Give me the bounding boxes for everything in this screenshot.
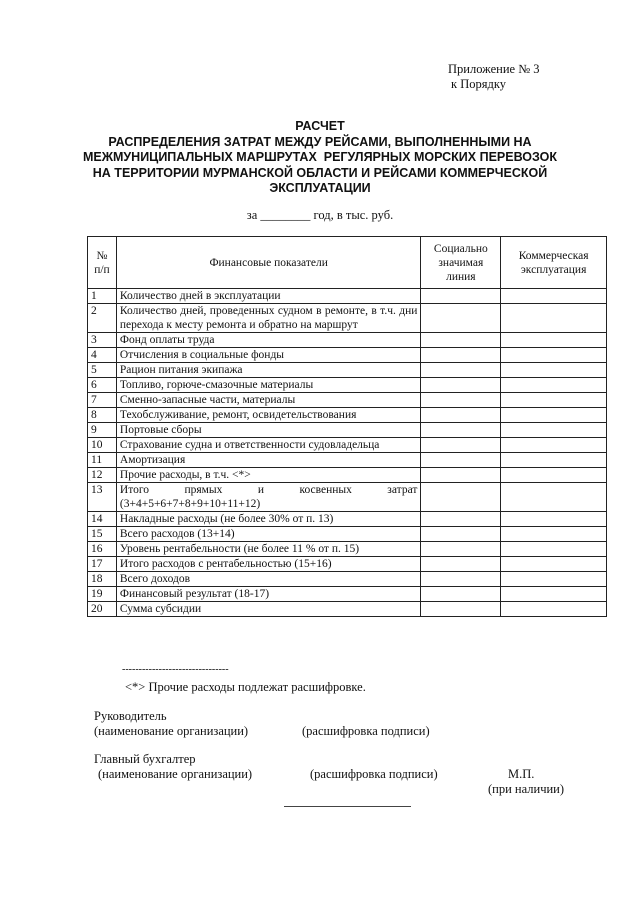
header-num: № п/п (88, 237, 117, 289)
row-commercial-value[interactable] (501, 408, 607, 423)
row-number: 10 (88, 438, 117, 453)
row-social-value[interactable] (421, 483, 501, 512)
row-social-value[interactable] (421, 587, 501, 602)
row-number: 4 (88, 348, 117, 363)
table-row (88, 453, 607, 468)
table-row (88, 483, 607, 512)
table-header-row (88, 237, 607, 289)
row-number: 15 (88, 527, 117, 542)
table-row (88, 333, 607, 348)
row-indicator: Финансовый результат (18-17) (116, 587, 421, 602)
row-number: 8 (88, 408, 117, 423)
title-line-2: РАСПРЕДЕЛЕНИЯ ЗАТРАТ МЕЖДУ РЕЙСАМИ, ВЫПОЛНЕННЫМИ НА (108, 134, 532, 149)
accountant-title: Главный бухгалтер (94, 752, 196, 766)
row-social-value[interactable] (421, 408, 501, 423)
footnote-separator: -------------------------------- (122, 664, 229, 675)
appendix-reference (448, 62, 540, 92)
row-commercial-value[interactable] (501, 587, 607, 602)
row-number: 6 (88, 378, 117, 393)
row-commercial-value[interactable] (501, 333, 607, 348)
table-row (88, 393, 607, 408)
row-number: 7 (88, 393, 117, 408)
row-indicator: Амортизация (116, 453, 421, 468)
row-commercial-value[interactable] (501, 363, 607, 378)
row-social-value[interactable] (421, 542, 501, 557)
table-row (88, 363, 607, 378)
table-row (88, 423, 607, 438)
table-row (88, 527, 607, 542)
row-commercial-value[interactable] (501, 289, 607, 304)
table-row (88, 408, 607, 423)
row-commercial-value[interactable] (501, 348, 607, 363)
row-social-value[interactable] (421, 527, 501, 542)
row-social-value[interactable] (421, 602, 501, 617)
row-indicator: Фонд оплаты труда (116, 333, 421, 348)
row-social-value[interactable] (421, 304, 501, 333)
row-commercial-value[interactable] (501, 378, 607, 393)
table-row (88, 304, 607, 333)
financial-table (87, 236, 607, 617)
row-number: 20 (88, 602, 117, 617)
row-social-value[interactable] (421, 423, 501, 438)
row-number: 3 (88, 333, 117, 348)
row-indicator: Техобслуживание, ремонт, освидетельствования (116, 408, 421, 423)
table-row (88, 289, 607, 304)
footnote-text: <*> Прочие расходы подлежат расшифровке. (125, 680, 366, 694)
row-commercial-value[interactable] (501, 304, 607, 333)
row-social-value[interactable] (421, 512, 501, 527)
title-line-4: НА ТЕРРИТОРИИ МУРМАНСКОЙ ОБЛАСТИ И РЕЙСАМИ КОММЕРЧЕСКОЙ (92, 165, 548, 180)
stamp-label: М.П. (508, 767, 535, 781)
row-number: 2 (88, 304, 117, 333)
bottom-divider (284, 806, 411, 807)
appendix-line-1: Приложение № 3 (448, 62, 540, 76)
row-commercial-value[interactable] (501, 423, 607, 438)
row-commercial-value[interactable] (501, 468, 607, 483)
document-title (70, 119, 570, 197)
row-social-value[interactable] (421, 438, 501, 453)
table-row (88, 378, 607, 393)
row-indicator: Накладные расходы (не более 30% от п. 13) (116, 512, 421, 527)
row-indicator: Отчисления в социальные фонды (116, 348, 421, 363)
table-row (88, 468, 607, 483)
appendix-line-2: к Порядку (451, 77, 506, 91)
header-social: Социально значимая линия (421, 237, 501, 289)
row-indicator: Количество дней, проведенных судном в ремонте, в т.ч. дни перехода к месту ремонта и обратно на маршрут (116, 304, 421, 333)
row-indicator: Количество дней в эксплуатации (116, 289, 421, 304)
row-commercial-value[interactable] (501, 512, 607, 527)
row-social-value[interactable] (421, 348, 501, 363)
row-commercial-value[interactable] (501, 393, 607, 408)
row-number: 12 (88, 468, 117, 483)
row-indicator: Рацион питания экипажа (116, 363, 421, 378)
row-indicator: Топливо, горюче-смазочные материалы (116, 378, 421, 393)
table-row (88, 438, 607, 453)
row-indicator: Сменно-запасные части, материалы (116, 393, 421, 408)
row-number: 11 (88, 453, 117, 468)
row-commercial-value[interactable] (501, 602, 607, 617)
title-line-5: ЭКСПЛУАТАЦИИ (269, 181, 371, 196)
row-commercial-value[interactable] (501, 438, 607, 453)
title-line-1: РАСЧЕТ (295, 119, 345, 133)
row-number: 16 (88, 542, 117, 557)
row-commercial-value[interactable] (501, 557, 607, 572)
header-indicator: Финансовые показатели (116, 237, 421, 289)
row-indicator: Итого прямых и косвенных затрат (3+4+5+6+7+8+9+10+11+12) (116, 483, 421, 512)
row-commercial-value[interactable] (501, 483, 607, 512)
row-indicator: Страхование судна и ответственности судовладельца (116, 438, 421, 453)
table-row (88, 557, 607, 572)
accountant-signature: (расшифровка подписи) (310, 767, 438, 781)
table-row (88, 572, 607, 587)
row-social-value[interactable] (421, 557, 501, 572)
row-number: 18 (88, 572, 117, 587)
row-social-value[interactable] (421, 333, 501, 348)
row-commercial-value[interactable] (501, 542, 607, 557)
row-social-value[interactable] (421, 289, 501, 304)
row-social-value[interactable] (421, 468, 501, 483)
row-number: 9 (88, 423, 117, 438)
accountant-org: (наименование организации) (98, 767, 253, 781)
row-number: 17 (88, 557, 117, 572)
row-social-value[interactable] (421, 453, 501, 468)
period-line: за ________ год, в тыс. руб. (246, 208, 394, 222)
row-social-value[interactable] (421, 363, 501, 378)
row-number: 14 (88, 512, 117, 527)
row-social-value[interactable] (421, 393, 501, 408)
table-row (88, 542, 607, 557)
row-commercial-value[interactable] (501, 572, 607, 587)
row-indicator: Итого расходов с рентабельностью (15+16) (116, 557, 421, 572)
row-commercial-value[interactable] (501, 453, 607, 468)
table-row (88, 587, 607, 602)
row-number: 13 (88, 483, 117, 512)
row-social-value[interactable] (421, 572, 501, 587)
row-number: 5 (88, 363, 117, 378)
row-commercial-value[interactable] (501, 527, 607, 542)
row-social-value[interactable] (421, 378, 501, 393)
row-indicator: Портовые сборы (116, 423, 421, 438)
row-number: 19 (88, 587, 117, 602)
row-indicator: Прочие расходы, в т.ч. <*> (116, 468, 421, 483)
head-title: Руководитель (94, 709, 167, 723)
row-indicator: Сумма субсидии (116, 602, 421, 617)
head-org: (наименование организации) (94, 724, 249, 738)
table-row (88, 602, 607, 617)
table-row (88, 512, 607, 527)
row-indicator: Всего доходов (116, 572, 421, 587)
head-signature: (расшифровка подписи) (302, 724, 430, 738)
header-commercial: Коммерческая эксплуатация (501, 237, 607, 289)
row-indicator: Уровень рентабельности (не более 11 % от п. 15) (116, 542, 421, 557)
row-number: 1 (88, 289, 117, 304)
stamp-note: (при наличии) (488, 782, 565, 796)
row-indicator: Всего расходов (13+14) (116, 527, 421, 542)
table-row (88, 348, 607, 363)
title-line-3: МЕЖМУНИЦИПАЛЬНЫХ МАРШРУТАХ РЕГУЛЯРНЫХ МОРСКИХ ПЕРЕВОЗОК (82, 150, 558, 165)
